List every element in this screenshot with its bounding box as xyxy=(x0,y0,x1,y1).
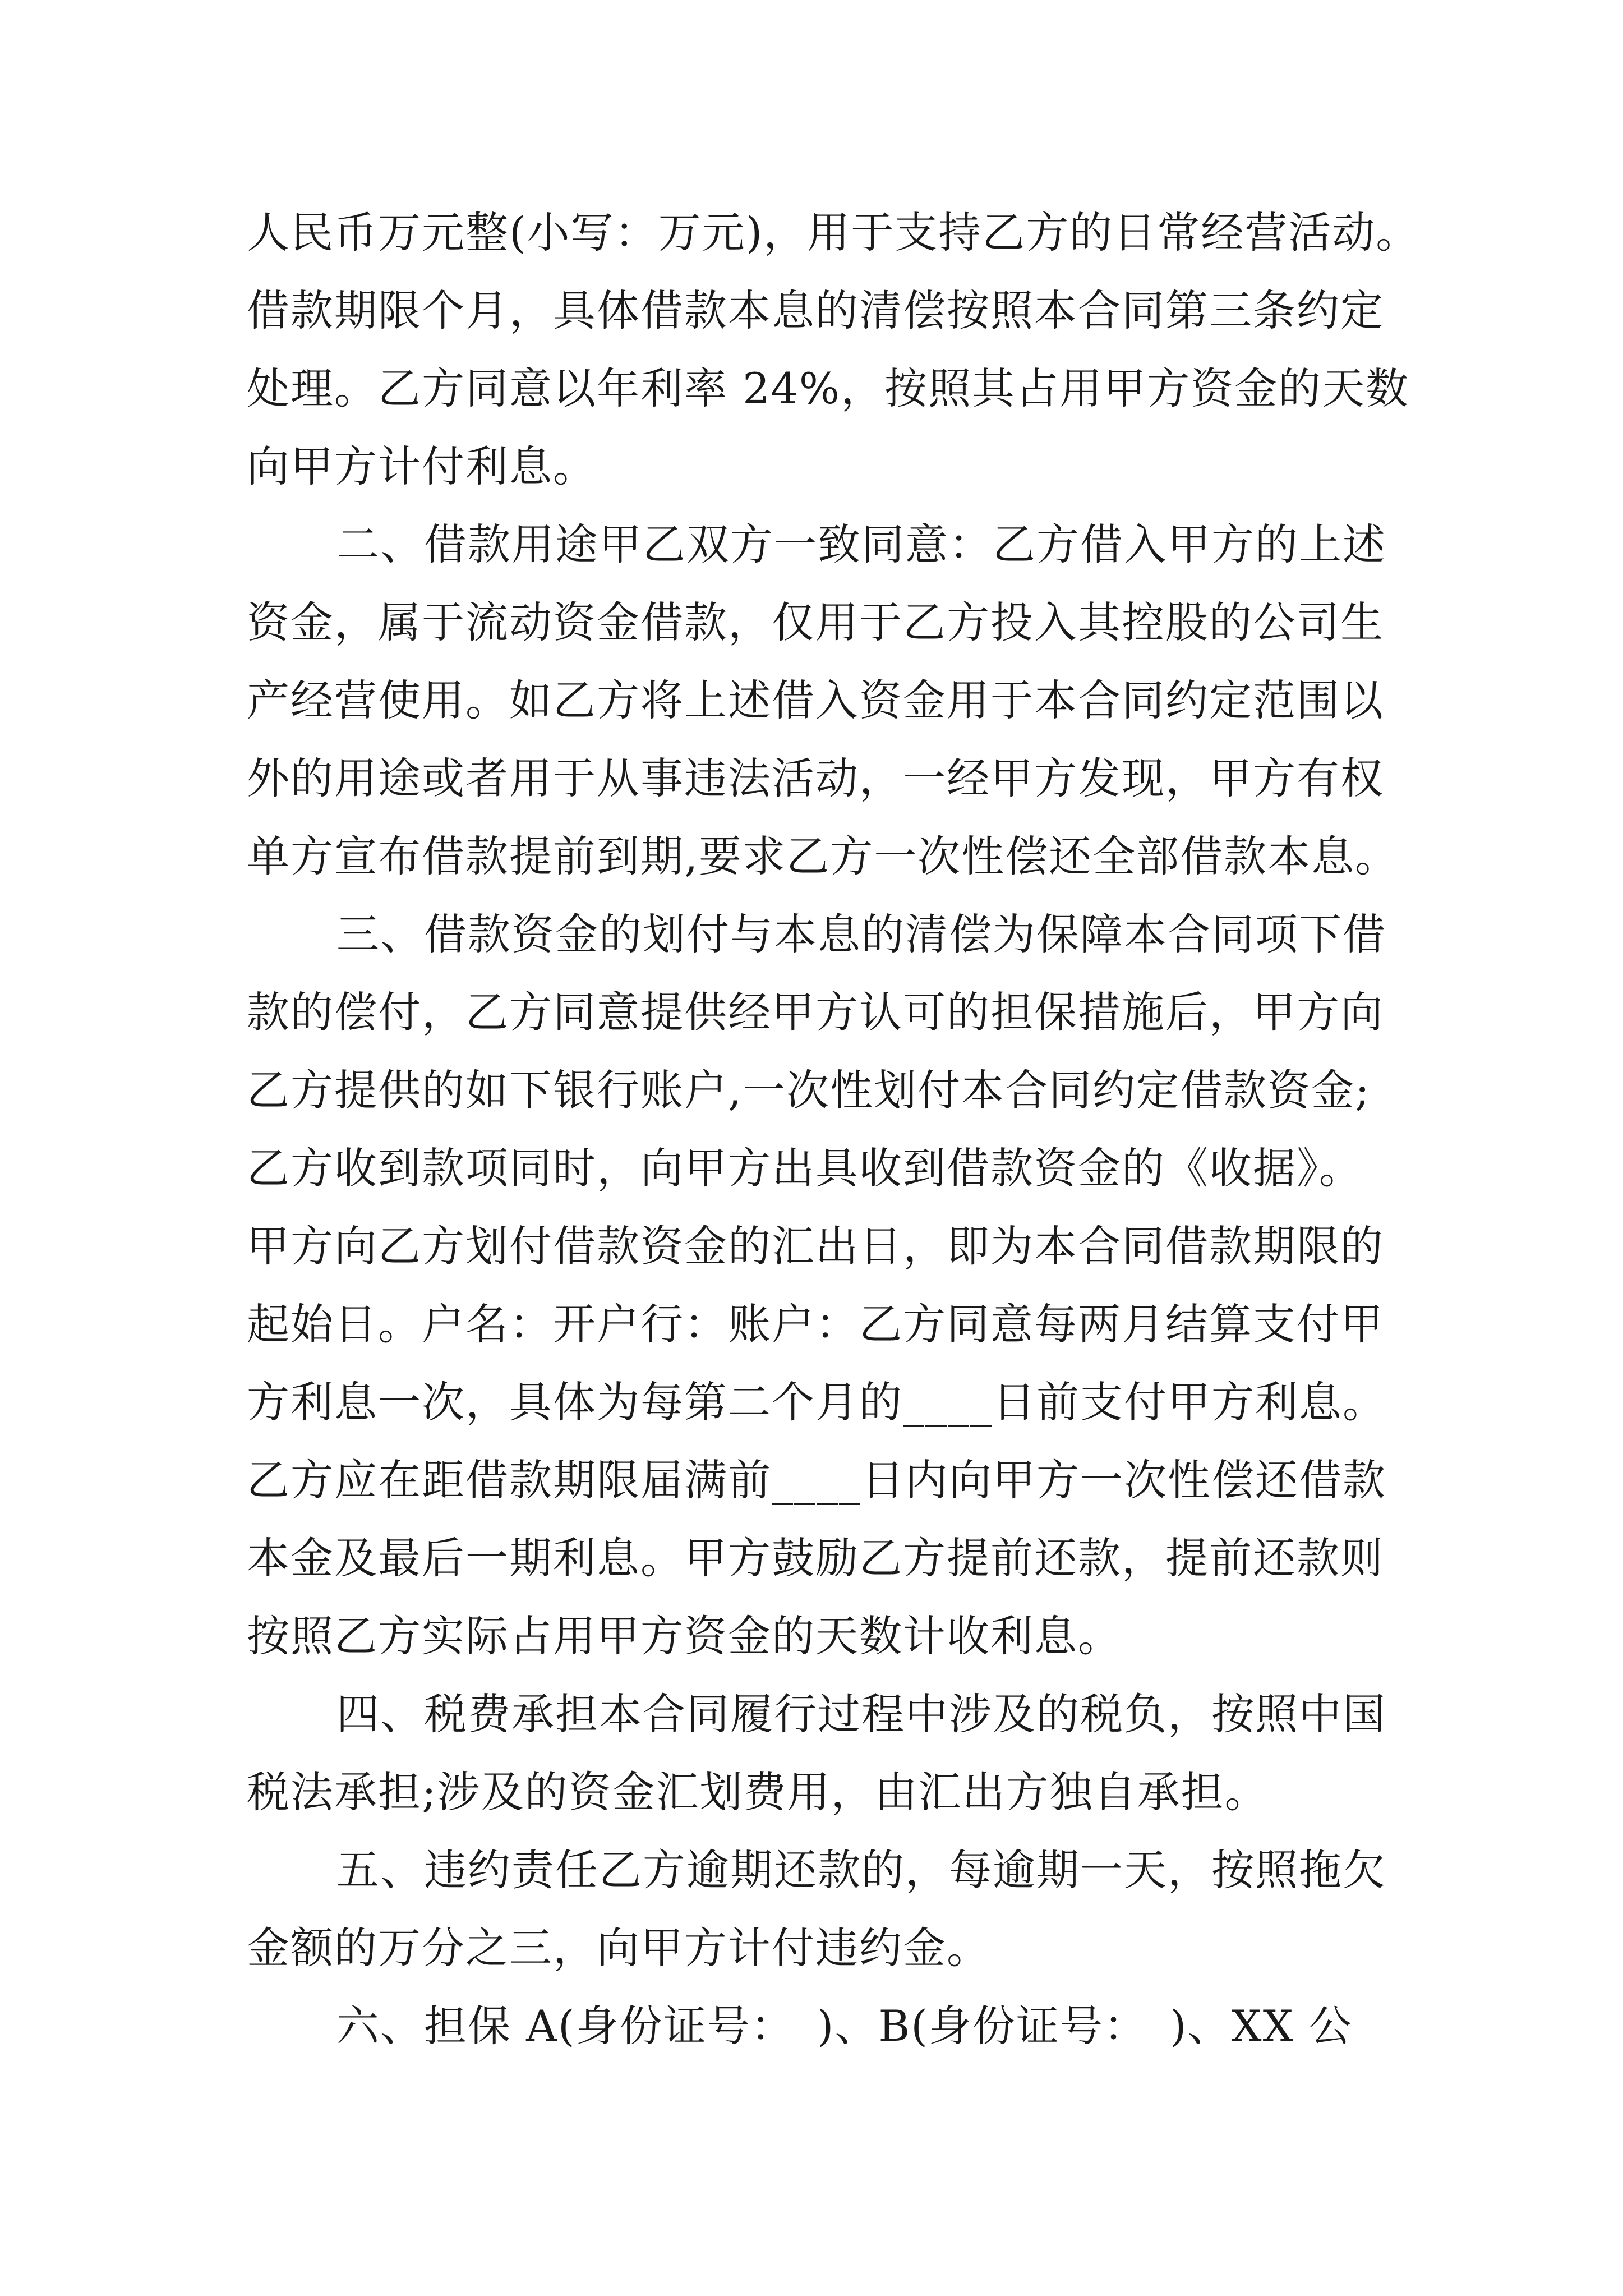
text-line-6: 资金，属于流动资金借款，仅用于乙方投入其控股的公司生 xyxy=(247,597,1384,647)
section-4-heading-line: 四、税费承担本合同履行过程中涉及的税负，按照中国 xyxy=(336,1689,1386,1739)
text-line-1: 人民币万元整(小写：万元)，用于支持乙方的日常经营活动。 xyxy=(247,208,1420,257)
text-line-14: 甲方向乙方划付借款资金的汇出日，即为本合同借款期限的 xyxy=(247,1221,1384,1271)
text-line-18: 本金及最后一期利息。甲方鼓励乙方提前还款，提前还款则 xyxy=(247,1533,1384,1583)
text-line-4: 向甲方计付利息。 xyxy=(247,441,597,491)
text-line-12: 乙方提供的如下银行账户,一次性划付本合同约定借款资金; xyxy=(247,1065,1371,1115)
text-line-9: 单方宣布借款提前到期,要求乙方一次性偿还全部借款本息。 xyxy=(247,831,1399,881)
section-5-heading-line: 五、违约责任乙方逾期还款的，每逾期一天，按照拖欠 xyxy=(336,1845,1386,1895)
section-6-heading-line: 六、担保 A(身份证号： )、B(身份证号： )、XX 公 xyxy=(336,2001,1353,2051)
text-line-15: 起始日。户名：开户行：账户：乙方同意每两月结算支付甲 xyxy=(247,1299,1384,1349)
text-line-2: 借款期限个月，具体借款本息的清偿按照本合同第三条约定 xyxy=(247,286,1384,335)
section-2-heading-line: 二、借款用途甲乙双方一致同意：乙方借入甲方的上述 xyxy=(336,519,1386,569)
section-3-heading-line: 三、借款资金的划付与本息的清偿为保障本合同项下借 xyxy=(336,909,1386,959)
text-line-13: 乙方收到款项同时，向甲方出具收到借款资金的《收据》。 xyxy=(247,1143,1363,1193)
text-line-16: 方利息一次，具体为每第二个月的____日前支付甲方利息。 xyxy=(247,1377,1386,1427)
document-body xyxy=(247,194,1420,2065)
text-line-7: 产经营使用。如乙方将上述借入资金用于本合同约定范围以 xyxy=(247,675,1384,725)
text-line-8: 外的用途或者用于从事违法活动，一经甲方发现，甲方有权 xyxy=(247,753,1384,803)
text-line-3: 处理。乙方同意以年利率 24%，按照其占用甲方资金的天数 xyxy=(247,364,1410,413)
text-line-11: 款的偿付，乙方同意提供经甲方认可的担保措施后，甲方向 xyxy=(247,987,1384,1037)
text-line-17: 乙方应在距借款期限届满前____日内向甲方一次性偿还借款 xyxy=(247,1455,1386,1505)
text-line-21: 税法承担;涉及的资金汇划费用，由汇出方独自承担。 xyxy=(247,1767,1269,1817)
text-line-19: 按照乙方实际占用甲方资金的天数计收利息。 xyxy=(247,1611,1122,1661)
text-line-23: 金额的万分之三，向甲方计付违约金。 xyxy=(247,1923,990,1973)
